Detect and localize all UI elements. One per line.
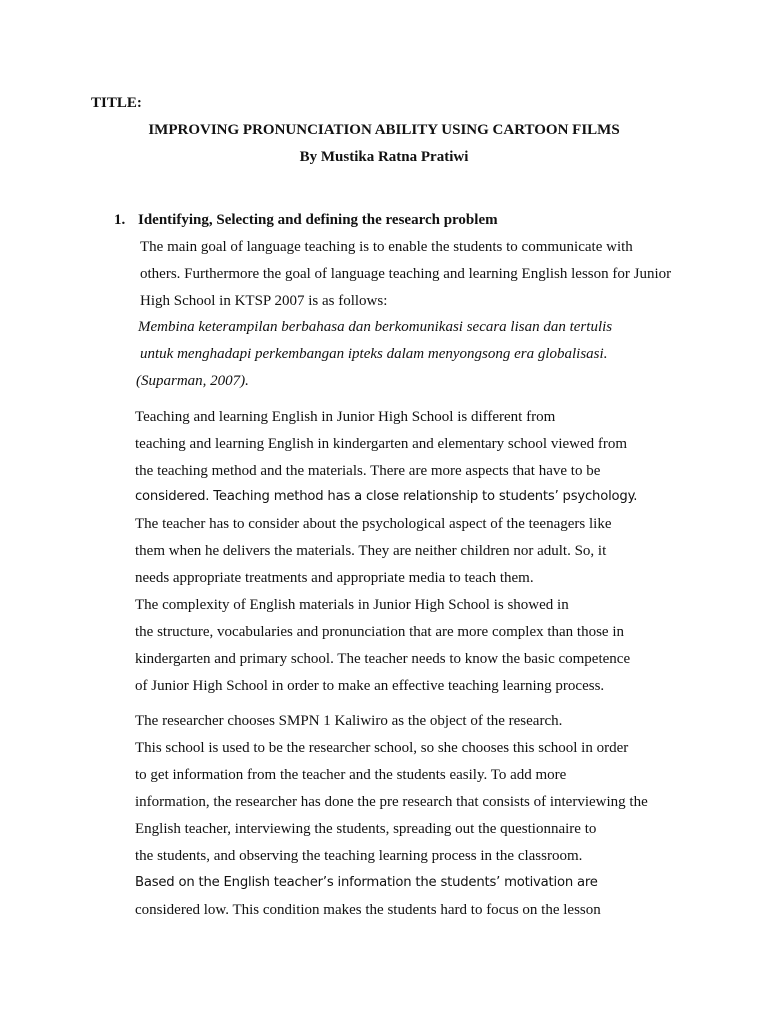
paragraph-line: the teaching method and the materials. There are more aspects that have to be [135, 463, 601, 479]
paragraph-line: English teacher, interviewing the students, spreading out the questionnaire to [135, 821, 597, 837]
section-heading: Identifying, Selecting and defining the research problem [138, 212, 498, 228]
paragraph-line: them when he delivers the materials. They are neither children nor adult. So, it [135, 543, 607, 559]
quote-citation: (Suparman, 2007). [136, 373, 249, 389]
intro-line: others. Furthermore the goal of language teaching and learning English lesson for Junior [140, 266, 672, 282]
paragraph-line: teaching and learning English in kindergarten and elementary school viewed from [135, 436, 628, 452]
title-label: TITLE: [91, 95, 142, 111]
intro-line: The main goal of language teaching is to enable the students to communicate with [140, 239, 633, 255]
author-line: By Mustika Ratna Pratiwi [299, 149, 469, 165]
paragraph-line: The researcher chooses SMPN 1 Kaliwiro as the object of the research. [135, 713, 563, 729]
paragraph-line: kindergarten and primary school. The teacher needs to know the basic competence [135, 651, 631, 667]
paragraph-line: The teacher has to consider about the psychological aspect of the teenagers like [135, 516, 612, 532]
paragraph-line: the students, and observing the teaching learning process in the classroom. [135, 848, 583, 864]
intro-line: High School in KTSP 2007 is as follows: [140, 293, 388, 309]
quote-line: untuk menghadapi perkembangan ipteks dalam menyongsong era globalisasi. [140, 346, 608, 362]
main-title: IMPROVING PRONUNCIATION ABILITY USING CARTOON FILMS [148, 122, 620, 138]
paragraph-line: of Junior High School in order to make an effective teaching learning process. [135, 678, 605, 694]
paragraph-line: Based on the English teacher’s information the students’ motivation are [135, 875, 598, 890]
paragraph-line: to get information from the teacher and the students easily. To add more [135, 767, 567, 783]
paragraph-line: This school is used to be the researcher school, so she chooses this school in order [135, 740, 629, 756]
paragraph-line: Teaching and learning English in Junior High School is different from [135, 409, 556, 425]
paragraph-line: considered low. This condition makes the students hard to focus on the lesson [135, 902, 601, 918]
paragraph-line: needs appropriate treatments and appropriate media to teach them. [135, 570, 534, 586]
paragraph-line: considered. Teaching method has a close relationship to students’ psychology. [135, 489, 638, 504]
section-number: 1. [114, 212, 126, 228]
paragraph-line: information, the researcher has done the pre research that consists of interviewing the [135, 794, 648, 810]
paragraph-line: The complexity of English materials in Junior High School is showed in [135, 597, 569, 613]
quote-line: Membina keterampilan berbahasa dan berkomunikasi secara lisan dan tertulis [138, 319, 613, 335]
paragraph-line: the structure, vocabularies and pronunciation that are more complex than those in [135, 624, 625, 640]
